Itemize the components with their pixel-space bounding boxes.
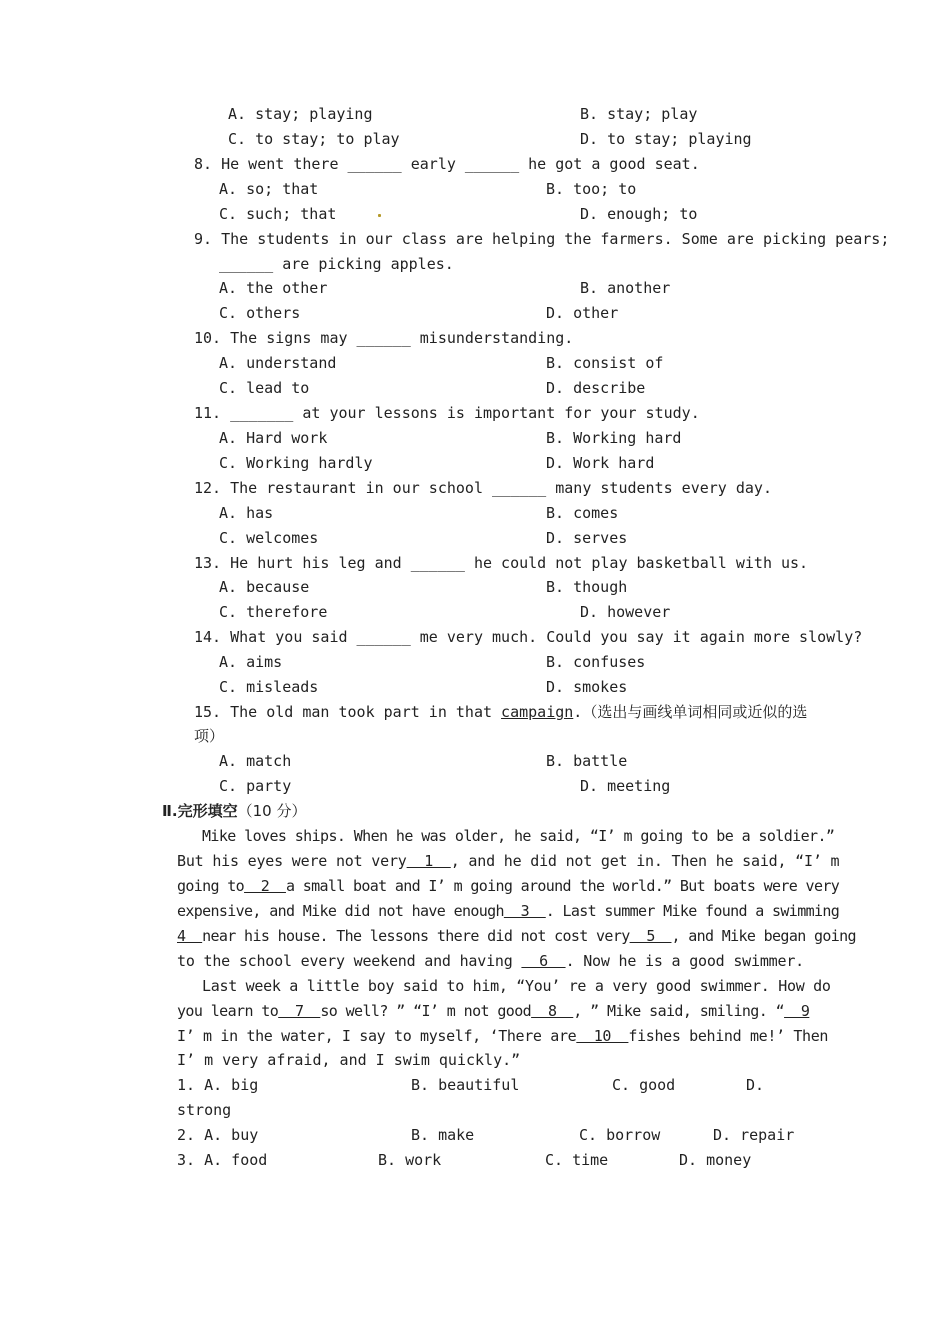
q14-stem: 14. What you said ______ me very much. Could you say it again more slowly?: [194, 628, 863, 646]
passage-text: , and he did not get in. Then he said, “I’ m: [450, 852, 840, 870]
q9-option-d: D. other: [546, 304, 619, 322]
blank-6: 6: [521, 952, 566, 970]
speck-mark: [378, 214, 381, 217]
cloze2-option-c: C. borrow: [579, 1126, 661, 1144]
passage-line-5: [177, 926, 856, 946]
passage-text: going to: [177, 877, 245, 895]
q7-option-b: B. stay; play: [580, 105, 698, 123]
passage-text: . Now he is a good swimmer.: [565, 952, 804, 970]
q12-option-c: C. welcomes: [219, 529, 319, 547]
q15-stem-post: .（选出与画线单词相同或近似的选: [573, 703, 808, 721]
q8-option-b: B. too; to: [546, 180, 637, 198]
q9-option-a: A. the other: [219, 279, 328, 297]
cloze3-option-b: B. work: [378, 1151, 442, 1169]
q12-option-a: A. has: [219, 504, 274, 522]
q15-option-c: C. party: [219, 777, 292, 795]
q8-option-c: C. such; that: [219, 205, 337, 223]
q10-option-d: D. describe: [546, 379, 646, 397]
blank-8: 8: [531, 1002, 574, 1020]
q8-stem: 8. He went there ______ early ______ he got a good seat.: [194, 155, 700, 173]
q9-option-b: B. another: [580, 279, 671, 297]
passage-line-6: [177, 951, 804, 971]
q11-stem: 11. _______ at your lessons is important for your study.: [194, 404, 700, 422]
cloze1-option-d-text: strong: [177, 1101, 232, 1119]
passage-line-1: Mike loves ships. When he was older, he said, “I’ m going to be a soldier.”: [202, 827, 835, 845]
section-heading: [162, 801, 306, 821]
q14-option-c: C. misleads: [219, 678, 319, 696]
q12-option-b: B. comes: [546, 504, 619, 522]
cloze2-option-a: 2. A. buy: [177, 1126, 259, 1144]
cloze2-option-b: B. make: [411, 1126, 475, 1144]
passage-text: I’ m in the water, I say to myself, ‘There are: [177, 1027, 577, 1045]
blank-7: 7: [278, 1002, 321, 1020]
passage-text: to the school every weekend and having: [177, 952, 522, 970]
q15-underlined-word: campaign: [501, 703, 574, 721]
passage-text: expensive, and Mike did not have enough: [177, 902, 504, 920]
passage-text: near his house. The lessons there did not cost very: [202, 927, 630, 945]
q11-option-d: D. Work hard: [546, 454, 655, 472]
passage-text: , and Mike began going: [671, 927, 856, 945]
passage-text: But his eyes were not very: [177, 852, 407, 870]
passage-line-9: [177, 1026, 828, 1046]
q13-option-b: B. though: [546, 578, 628, 596]
q10-stem: 10. The signs may ______ misunderstanding.: [194, 329, 574, 347]
passage-text: . Last summer Mike found a swimming: [545, 902, 840, 920]
cloze3-option-d: D. money: [679, 1151, 752, 1169]
q7-option-a: A. stay; playing: [228, 105, 373, 123]
blank-9: 9: [784, 1002, 810, 1020]
section-score: （10 分）: [237, 802, 307, 820]
passage-text: you learn to: [177, 1002, 279, 1020]
q15-stem: [194, 702, 807, 722]
passage-line-2: [177, 851, 839, 871]
passage-line-7: Last week a little boy said to him, “You’ re a very good swimmer. How do: [202, 977, 831, 995]
q13-stem: 13. He hurt his leg and ______ he could not play basketball with us.: [194, 554, 809, 572]
q15-stem-line2: 项）: [194, 727, 225, 745]
q15-stem-pre: 15. The old man took part in that: [194, 703, 502, 721]
q13-option-c: C. therefore: [219, 603, 328, 621]
passage-line-8: [177, 1001, 809, 1021]
cloze2-option-d: D. repair: [713, 1126, 795, 1144]
cloze1-option-a: 1. A. big: [177, 1076, 259, 1094]
q8-option-d: D. enough; to: [580, 205, 698, 223]
q14-option-d: D. smokes: [546, 678, 628, 696]
passage-line-3: [177, 876, 839, 896]
blank-1: 1: [406, 852, 451, 870]
q11-option-b: B. Working hard: [546, 429, 682, 447]
q8-option-a: A. so; that: [219, 180, 319, 198]
blank-3: 3: [503, 902, 546, 920]
q7-option-d: D. to stay; playing: [580, 130, 752, 148]
q11-option-a: A. Hard work: [219, 429, 328, 447]
q10-option-a: A. understand: [219, 354, 337, 372]
passage-text: a small boat and I’ m going around the world.” But boats were very: [285, 877, 840, 895]
q9-stem-line2: ______ are picking apples.: [219, 255, 454, 273]
cloze1-option-c: C. good: [612, 1076, 676, 1094]
passage-text: fishes behind me!’ Then: [628, 1027, 829, 1045]
passage-text: so well? ” “I’ m not good: [320, 1002, 532, 1020]
passage-line-4: [177, 901, 839, 921]
q9-stem: 9. The students in our class are helping the farmers. Some are picking pears;: [194, 230, 890, 248]
blank-2: 2: [244, 877, 286, 895]
q10-option-c: C. lead to: [219, 379, 310, 397]
q13-option-a: A. because: [219, 578, 310, 596]
q14-option-b: B. confuses: [546, 653, 646, 671]
q11-option-c: C. Working hardly: [219, 454, 373, 472]
section-title: Ⅱ.完形填空: [162, 802, 238, 820]
blank-5: 5: [629, 927, 672, 945]
cloze3-option-a: 3. A. food: [177, 1151, 268, 1169]
q15-option-d: D. meeting: [580, 777, 671, 795]
blank-4: 4: [177, 927, 203, 945]
q14-option-a: A. aims: [219, 653, 283, 671]
q12-stem: 12. The restaurant in our school ______ many students every day.: [194, 479, 772, 497]
q13-option-d: D. however: [580, 603, 671, 621]
q15-option-a: A. match: [219, 752, 292, 770]
q7-option-c: C. to stay; to play: [228, 130, 400, 148]
q10-option-b: B. consist of: [546, 354, 664, 372]
cloze3-option-c: C. time: [545, 1151, 609, 1169]
cloze1-option-b: B. beautiful: [411, 1076, 520, 1094]
passage-line-10: I’ m very afraid, and I swim quickly.”: [177, 1051, 521, 1069]
blank-10: 10: [576, 1027, 629, 1045]
cloze1-option-d: D.: [746, 1076, 765, 1094]
q15-option-b: B. battle: [546, 752, 628, 770]
passage-text: , ” Mike said, smiling. “: [573, 1002, 785, 1020]
q9-option-c: C. others: [219, 304, 301, 322]
q12-option-d: D. serves: [546, 529, 628, 547]
